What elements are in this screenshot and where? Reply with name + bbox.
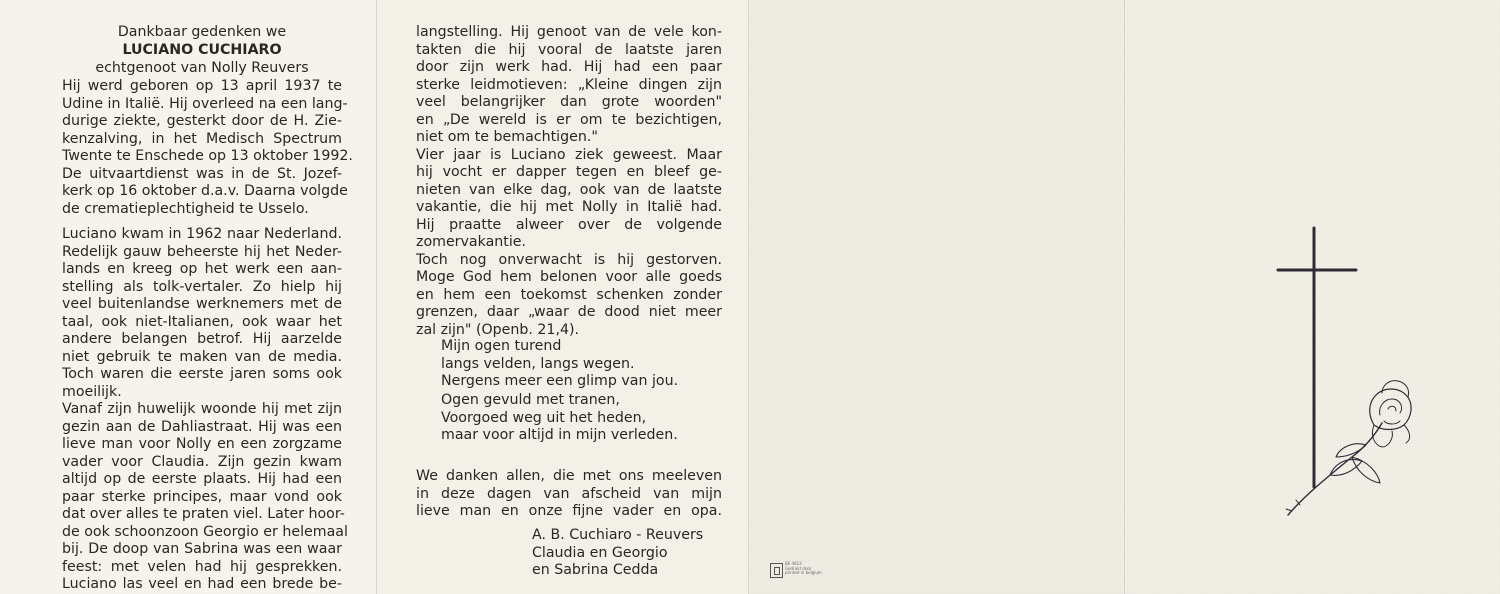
text-line: grenzen, daar „waar de dood niet meer xyxy=(416,304,722,320)
text-line: zal zijn" (Openb. 21,4). xyxy=(416,321,580,338)
poem-line: Voorgoed weg uit het heden, xyxy=(441,409,647,426)
text-line: nieten van elke dag, ook van de laatste xyxy=(416,181,722,198)
text-line: takten die hij vooral de laatste jaren xyxy=(416,41,722,58)
text-line: Toch waren die eerste jaren soms ook xyxy=(62,366,342,382)
text-line: moeilijk. xyxy=(62,383,122,400)
text-line: veel buitenlandse werknemers met de xyxy=(62,296,342,312)
text-line: lieve man en onze fijne vader en opa. xyxy=(416,503,722,519)
fold-line xyxy=(376,0,377,594)
text-line: langstelling. Hij genoot van de vele kon- xyxy=(416,24,722,40)
column-middle xyxy=(416,24,722,339)
poem-line: Mijn ogen turend xyxy=(441,338,562,354)
text-line: vakantie, die hij met Nolly in Italië had. xyxy=(416,199,722,215)
text-line: Toch nog onverwacht is hij gestorven. xyxy=(416,251,722,268)
spouse-line: echtgenoot van Nolly Reuvers xyxy=(95,60,309,76)
text-line: dat over alles te praten viel. Later hoor- xyxy=(62,506,345,522)
poem-stanza-1 xyxy=(441,338,711,391)
text-line: Vanaf zijn huwelijk woonde hij met zijn xyxy=(62,401,342,417)
printer-logo-icon xyxy=(770,563,783,578)
text-line: andere belangen betrof. Hij aarzelde xyxy=(62,331,342,347)
text-line: Udine in Italië. Hij overleed na een lang- xyxy=(62,95,348,112)
text-line: hij vocht er dapper tegen en bleef ge- xyxy=(416,164,722,180)
text-line: Vier jaar is Luciano ziek geweest. Maar xyxy=(416,146,722,163)
text-line: De uitvaartdienst was in de St. Jozef- xyxy=(62,165,342,182)
signatures xyxy=(532,527,732,580)
cross-with-rose-icon xyxy=(1270,225,1430,525)
text-line: in deze dagen van afscheid van mijn xyxy=(416,485,722,502)
signature-line: A. B. Cuchiaro - Reuvers xyxy=(532,527,704,543)
signature-line: en Sabrina Cedda xyxy=(532,562,659,578)
printer-mark xyxy=(770,562,832,580)
fold-line xyxy=(748,0,749,594)
text-line: paar sterke principes, maar vond ook xyxy=(62,488,342,505)
panel-blank xyxy=(748,0,1124,594)
text-line: Redelijk gauw beheerste hij het Neder- xyxy=(62,243,342,260)
text-line: gezin aan de Dahliastraat. Hij was een xyxy=(62,418,342,435)
text-line: Twente te Enschede op 13 oktober 1992. xyxy=(62,148,353,164)
text-line: kenzalving, in het Medisch Spectrum xyxy=(62,130,342,147)
poem-line: Nergens meer een glimp van jou. xyxy=(441,373,679,389)
text-line: en hem een toekomst schenken zonder xyxy=(416,286,722,303)
text-line: de crematieplechtigheid te Usselo. xyxy=(62,200,309,217)
text-line: niet om te bemachtigen." xyxy=(416,129,598,145)
text-line: We danken allen, die met ons meeleven xyxy=(416,468,722,484)
text-line: Moge God hem belonen voor alle goeds xyxy=(416,269,722,285)
poem-stanza-2 xyxy=(441,392,711,445)
text-line: sterke leidmotieven: „Kleine dingen zijn xyxy=(416,76,722,93)
thanks-paragraph xyxy=(416,468,722,521)
text-line: Luciano kwam in 1962 naar Nederland. xyxy=(62,226,342,242)
text-line: door zijn werk had. Hij had een paar xyxy=(416,59,722,75)
printer-mark-text: BE 4813 Gedrukt door printed in belgium xyxy=(785,561,822,575)
biography-paragraph-3 xyxy=(416,24,722,339)
deceased-name: LUCIANO CUCHIARO xyxy=(122,42,282,58)
text-line: Luciano las veel en had een brede be- xyxy=(62,576,342,592)
text-line: vader voor Claudia. Zijn gezin kwam xyxy=(62,453,342,470)
text-line: kerk op 16 oktober d.a.v. Daarna volgde xyxy=(62,183,348,199)
text-line: en „De wereld is er om te bezichtigen, xyxy=(416,111,722,128)
fold-line xyxy=(1124,0,1125,594)
text-line: bij. De doop van Sabrina was een waar xyxy=(62,541,342,557)
text-line: durige ziekte, gesterkt door de H. Zie- xyxy=(62,113,342,129)
text-line: Hij werd geboren op 13 april 1937 te xyxy=(62,78,342,94)
text-line: lands en kreeg op het werk een aan- xyxy=(62,261,342,277)
biography-paragraph-1 xyxy=(62,78,353,218)
text-line: niet gebruik te maken van de media. xyxy=(62,348,342,365)
signature-line: Claudia en Georgio xyxy=(532,544,668,561)
poem-line: maar voor altijd in mijn verleden. xyxy=(441,427,678,443)
header-intro: Dankbaar gedenken we xyxy=(117,24,287,40)
biography-paragraph-2 xyxy=(62,226,348,594)
text-line: zomervakantie. xyxy=(416,234,526,250)
text-line: lieve man voor Nolly en een zorgzame xyxy=(62,436,342,452)
text-line: stelling als tolk-vertaler. Zo hielp hij xyxy=(62,278,342,295)
header-block xyxy=(62,24,342,78)
text-line: taal, ook niet-Italianen, ook waar het xyxy=(62,313,342,330)
poem-line: langs velden, langs wegen. xyxy=(441,355,635,372)
text-line: Hij praatte alweer over de volgende xyxy=(416,216,722,233)
text-line: altijd op de eerste plaats. Hij had een xyxy=(62,471,342,487)
column-left xyxy=(62,24,353,594)
poem-line: Ogen gevuld met tranen, xyxy=(441,392,620,408)
text-line: veel belangrijker dan grote woorden" xyxy=(416,94,722,110)
text-line: de ook schoonzoon Georgio er helemaal xyxy=(62,523,348,540)
text-line: feest: met velen had hij gesprekken. xyxy=(62,558,342,575)
